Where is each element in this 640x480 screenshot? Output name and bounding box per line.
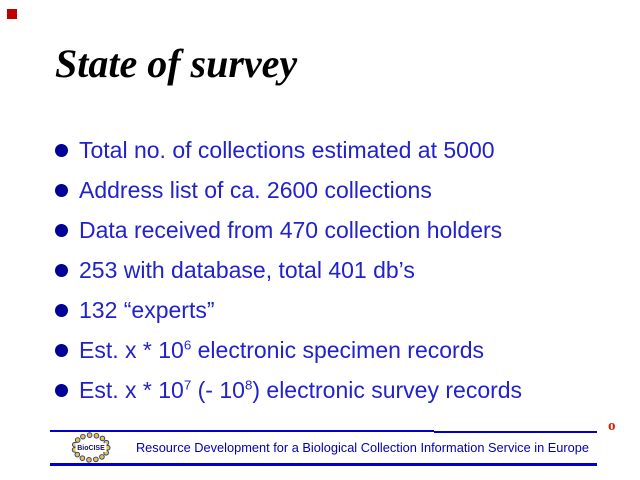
bullet-item <box>55 290 615 330</box>
bullet-dot-icon <box>55 384 68 397</box>
bullet-dot-icon <box>55 184 68 197</box>
bullet-item <box>55 210 615 250</box>
bullet-text: Address list of ca. 2600 collections <box>79 176 432 203</box>
bullet-dot-icon <box>55 224 68 237</box>
biocise-logo-icon <box>70 431 112 464</box>
bullet-text: 132 “experts” <box>79 296 215 323</box>
page-title: State of survey <box>55 41 298 86</box>
bullet-dot-icon <box>55 304 68 317</box>
bottom-right-red-marker: o <box>608 418 616 434</box>
bullet-dot-icon <box>55 144 68 157</box>
bullet-text: Est. x * $10^6$ electronic specimen records <box>79 336 484 363</box>
bullet-dot-icon <box>55 264 68 277</box>
bullet-item <box>55 250 615 290</box>
footer-rule-top-right <box>434 431 597 433</box>
bullet-text: Data received from 470 collection holders <box>79 216 503 243</box>
footer-rule-bottom <box>50 463 597 466</box>
bullet-item <box>55 170 615 210</box>
bullet-text: Total no. of collections estimated at 5000 <box>79 136 495 163</box>
bullet-dot-icon <box>55 344 68 357</box>
logo-label: BioCISE <box>77 445 105 453</box>
bullet-text: Est. x * $10^7$ (- $10^8$) electronic survey records <box>79 376 523 403</box>
bullet-list <box>55 130 615 410</box>
bullet-text: 253 with database, total 401 db’s <box>79 256 415 283</box>
bullet-item <box>55 130 615 170</box>
bullet-item <box>55 330 615 370</box>
footer-caption: Resource Development for a Biological Collection Information Service in Europe <box>135 440 590 455</box>
top-left-red-square-icon <box>7 9 17 19</box>
bullet-item <box>55 370 615 410</box>
